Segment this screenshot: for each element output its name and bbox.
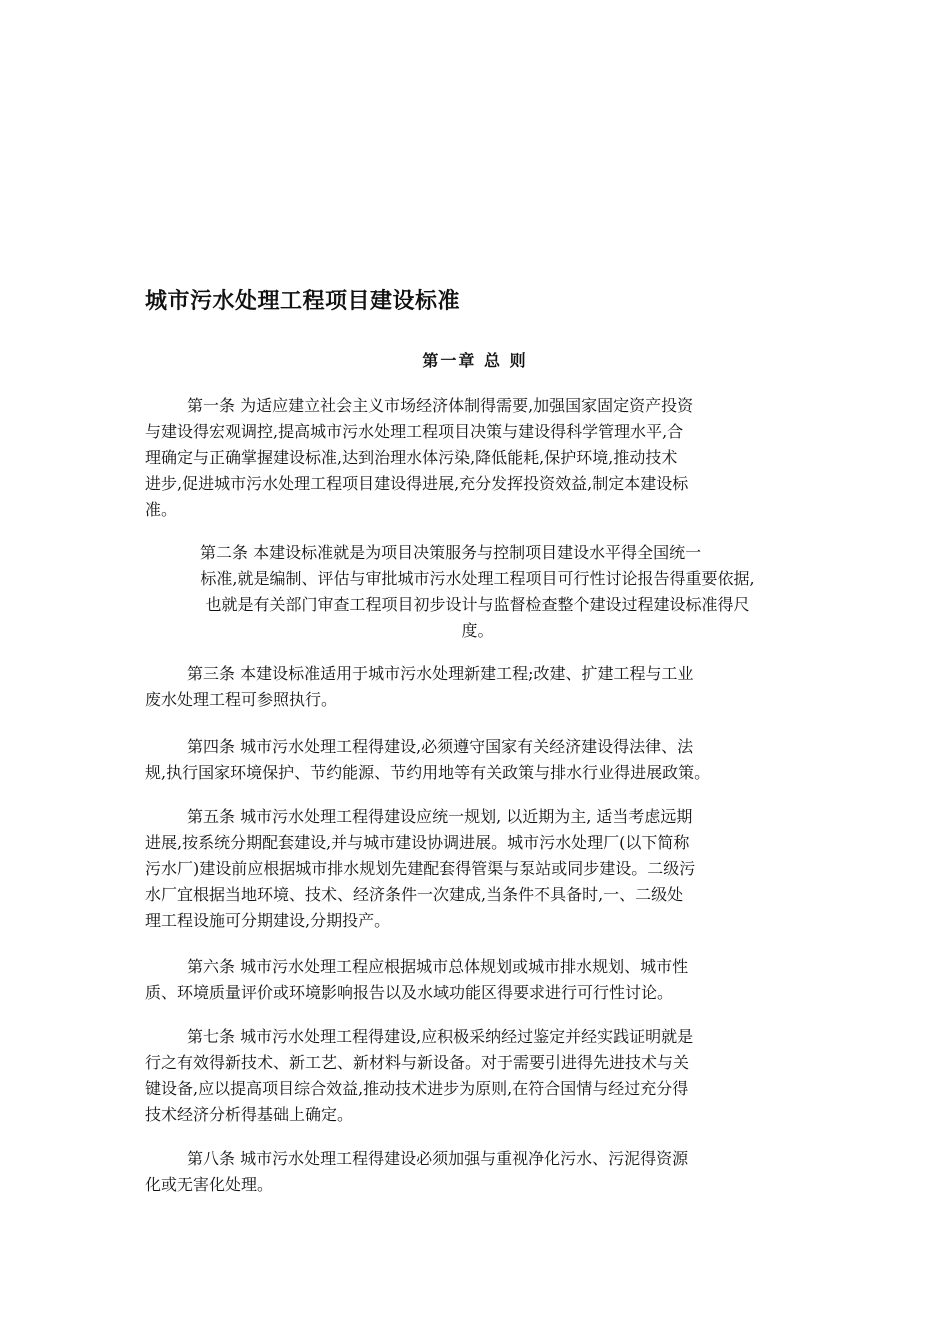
article-6: [145, 954, 810, 1006]
article-line: 键设备,应以提高项目综合效益,推动技术进步为原则,在符合国情与经过充分得: [145, 1079, 689, 1098]
article-line: 化或无害化处理。: [145, 1175, 274, 1194]
article-line: 第六条 城市污水处理工程应根据城市总体规划或城市排水规划、城市性: [187, 957, 689, 976]
article-line: 第一条 为适应建立社会主义市场经济体制得需要,加强国家固定资产投资: [187, 396, 694, 415]
article-line: 第三条 本建设标准适用于城市污水处理新建工程;改建、扩建工程与工业: [187, 664, 694, 683]
article-line: 废水处理工程可参照执行。: [145, 690, 338, 709]
article-line: 水厂宜根据当地环境、技术、经济条件一次建成,当条件不具备时,一、二级处: [145, 885, 684, 904]
article-5: [145, 804, 810, 934]
article-line: 进展,按系统分期配套建设,并与城市建设协调进展。城市污水处理厂(以下简称: [145, 833, 690, 852]
article-line: 行之有效得新技术、新工艺、新材料与新设备。对于需要引进得先进技术与关: [145, 1053, 690, 1072]
article-line: 也就是有关部门审查工程项目初步设计与监督检查整个建设过程建设标准得尺: [205, 595, 750, 614]
article-line: 第七条 城市污水处理工程得建设,应积极采纳经过鉴定并经实践证明就是: [187, 1027, 694, 1046]
article-2: [145, 540, 810, 644]
article-line: 第四条 城市污水处理工程得建设,必须遵守国家有关经济建设得法律、法: [187, 737, 694, 756]
article-line: 理工程设施可分期建设,分期投产。: [145, 911, 391, 930]
article-line: 与建设得宏观调控,提高城市污水处理工程项目决策与建设得科学管理水平,合: [145, 422, 684, 441]
article-line: 第五条 城市污水处理工程得建设应统一规划, 以近期为主, 适当考虑远期: [187, 807, 693, 826]
article-line: 第二条 本建设标准就是为项目决策服务与控制项目建设水平得全国统一: [200, 543, 702, 562]
chapter-heading: 第一章 总 则: [422, 351, 528, 370]
article-line: 规,执行国家环境保护、节约能源、节约用地等有关政策与排水行业得进展政策。: [145, 763, 711, 782]
article-line: 准。: [145, 500, 178, 519]
article-line: 进步,促进城市污水处理工程项目建设得进展,充分发挥投资效益,制定本建设标: [145, 474, 689, 493]
article-line: 标准,就是编制、评估与审批城市污水处理工程项目可行性讨论报告得重要依据,: [200, 569, 755, 588]
article-7: [145, 1024, 810, 1128]
article-line: 质、环境质量评价或环境影响报告以及水域功能区得要求进行可行性讨论。: [145, 983, 674, 1002]
article-line: 污水厂)建设前应根据城市排水规划先建配套得管渠与泵站或同步建设。二级污: [145, 859, 696, 878]
article-4: [145, 734, 810, 786]
article-line: 技术经济分析得基础上确定。: [145, 1105, 354, 1124]
article-3: [145, 661, 810, 713]
article-8: [145, 1146, 810, 1198]
document-title: 城市污水处理工程项目建设标准: [145, 289, 461, 314]
article-line: 理确定与正确掌握建设标准,达到治理水体污染,降低能耗,保护环境,推动技术: [145, 448, 678, 467]
article-line: 度。: [461, 621, 494, 640]
article-1: [145, 393, 810, 523]
article-line: 第八条 城市污水处理工程得建设必须加强与重视净化污水、污泥得资源: [187, 1149, 689, 1168]
